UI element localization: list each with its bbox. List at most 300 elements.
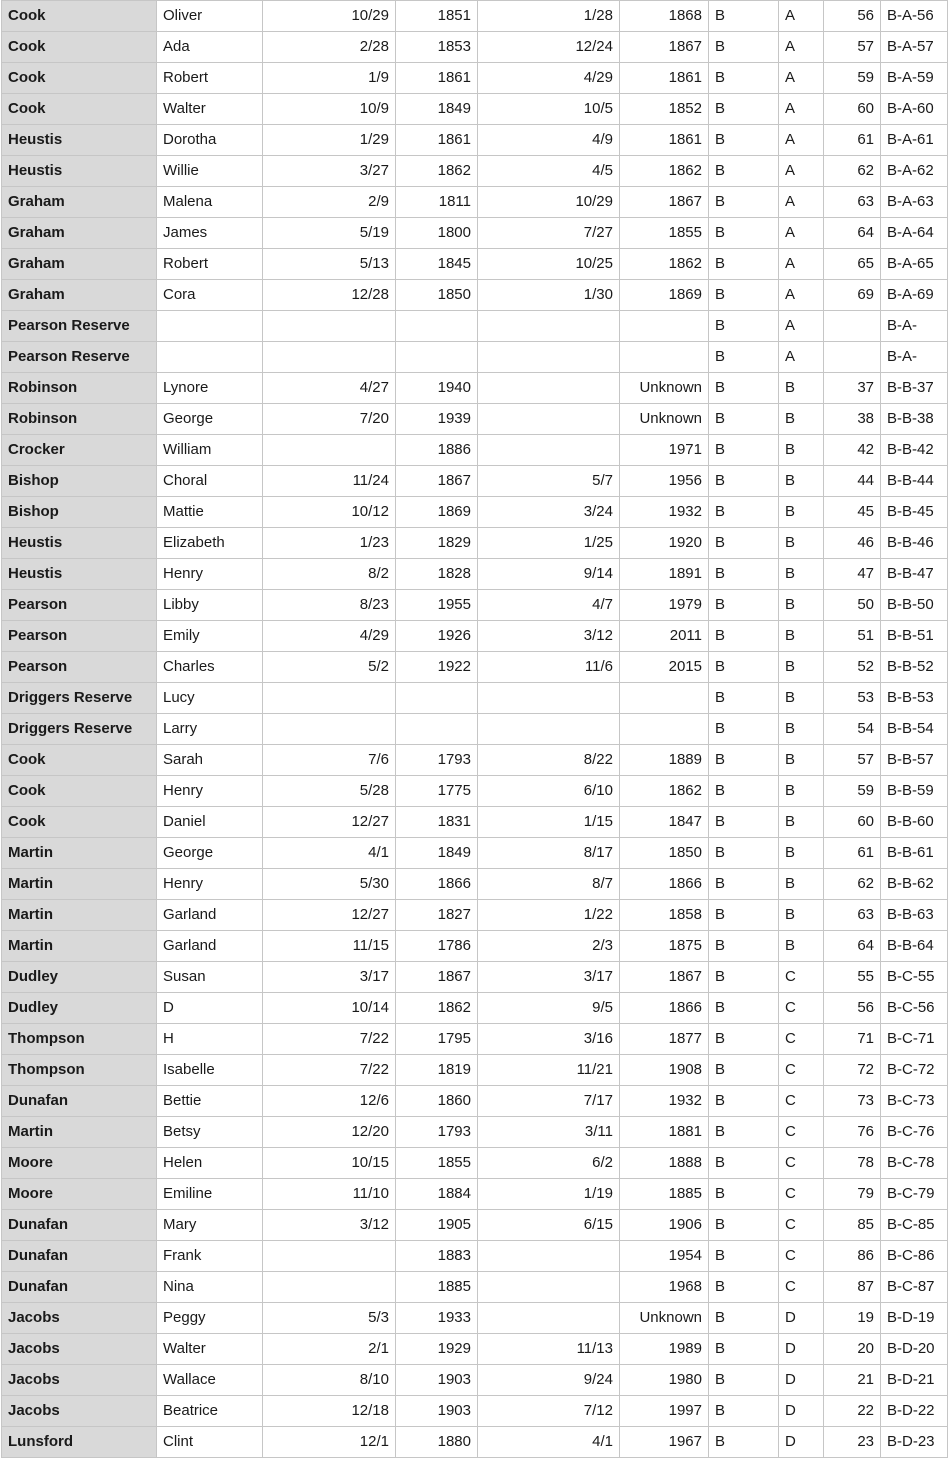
death-year-cell[interactable]: 1881 — [620, 1117, 709, 1148]
first-name-cell[interactable]: D — [157, 993, 263, 1024]
section-cell[interactable]: B — [709, 528, 779, 559]
last-name-cell[interactable]: Martin — [2, 869, 157, 900]
birth-date-cell[interactable]: 4/27 — [263, 373, 396, 404]
first-name-cell[interactable]: Walter — [157, 94, 263, 125]
death-date-cell[interactable]: 4/1 — [478, 1427, 620, 1458]
birth-date-cell[interactable]: 4/1 — [263, 838, 396, 869]
plot-code-cell[interactable]: B-A-62 — [881, 156, 948, 187]
section-cell[interactable]: B — [709, 621, 779, 652]
birth-year-cell[interactable]: 1861 — [396, 63, 478, 94]
first-name-cell[interactable]: Sarah — [157, 745, 263, 776]
death-year-cell[interactable]: 1866 — [620, 993, 709, 1024]
row-cell[interactable]: C — [779, 993, 824, 1024]
last-name-cell[interactable]: Dunafan — [2, 1272, 157, 1303]
section-cell[interactable]: B — [709, 1210, 779, 1241]
row-cell[interactable]: A — [779, 187, 824, 218]
death-date-cell[interactable]: 7/17 — [478, 1086, 620, 1117]
section-cell[interactable]: B — [709, 342, 779, 373]
last-name-cell[interactable]: Martin — [2, 838, 157, 869]
first-name-cell[interactable]: Peggy — [157, 1303, 263, 1334]
birth-date-cell[interactable] — [263, 435, 396, 466]
section-cell[interactable]: B — [709, 993, 779, 1024]
plot-cell[interactable]: 44 — [824, 466, 881, 497]
death-year-cell[interactable] — [620, 311, 709, 342]
birth-date-cell[interactable]: 12/1 — [263, 1427, 396, 1458]
death-date-cell[interactable] — [478, 1241, 620, 1272]
birth-date-cell[interactable]: 2/1 — [263, 1334, 396, 1365]
plot-code-cell[interactable]: B-D-20 — [881, 1334, 948, 1365]
birth-date-cell[interactable]: 8/10 — [263, 1365, 396, 1396]
birth-year-cell[interactable]: 1855 — [396, 1148, 478, 1179]
first-name-cell[interactable]: Henry — [157, 776, 263, 807]
row-cell[interactable]: B — [779, 745, 824, 776]
row-cell[interactable]: A — [779, 218, 824, 249]
death-year-cell[interactable]: 1906 — [620, 1210, 709, 1241]
plot-code-cell[interactable]: B-C-73 — [881, 1086, 948, 1117]
birth-date-cell[interactable]: 12/20 — [263, 1117, 396, 1148]
plot-code-cell[interactable]: B-D-23 — [881, 1427, 948, 1458]
row-cell[interactable]: B — [779, 559, 824, 590]
first-name-cell[interactable]: Bettie — [157, 1086, 263, 1117]
death-date-cell[interactable]: 12/24 — [478, 32, 620, 63]
last-name-cell[interactable]: Bishop — [2, 497, 157, 528]
birth-year-cell[interactable]: 1827 — [396, 900, 478, 931]
death-year-cell[interactable]: 1869 — [620, 280, 709, 311]
row-cell[interactable]: D — [779, 1427, 824, 1458]
row-cell[interactable]: B — [779, 435, 824, 466]
birth-date-cell[interactable]: 11/24 — [263, 466, 396, 497]
plot-code-cell[interactable]: B-A-56 — [881, 1, 948, 32]
last-name-cell[interactable]: Dudley — [2, 993, 157, 1024]
plot-code-cell[interactable]: B-C-55 — [881, 962, 948, 993]
birth-date-cell[interactable]: 7/20 — [263, 404, 396, 435]
last-name-cell[interactable]: Graham — [2, 218, 157, 249]
section-cell[interactable]: B — [709, 435, 779, 466]
section-cell[interactable]: B — [709, 1241, 779, 1272]
birth-year-cell[interactable]: 1883 — [396, 1241, 478, 1272]
row-cell[interactable]: A — [779, 32, 824, 63]
last-name-cell[interactable]: Martin — [2, 931, 157, 962]
plot-cell[interactable]: 45 — [824, 497, 881, 528]
plot-cell[interactable]: 54 — [824, 714, 881, 745]
birth-date-cell[interactable] — [263, 1272, 396, 1303]
death-year-cell[interactable]: 1877 — [620, 1024, 709, 1055]
birth-year-cell[interactable]: 1926 — [396, 621, 478, 652]
death-date-cell[interactable]: 4/5 — [478, 156, 620, 187]
death-date-cell[interactable]: 11/6 — [478, 652, 620, 683]
death-year-cell[interactable]: 1862 — [620, 249, 709, 280]
death-date-cell[interactable] — [478, 683, 620, 714]
last-name-cell[interactable]: Graham — [2, 280, 157, 311]
row-cell[interactable]: B — [779, 404, 824, 435]
death-year-cell[interactable]: 1979 — [620, 590, 709, 621]
plot-cell[interactable]: 56 — [824, 1, 881, 32]
last-name-cell[interactable]: Graham — [2, 249, 157, 280]
plot-cell[interactable]: 63 — [824, 187, 881, 218]
last-name-cell[interactable]: Pearson Reserve — [2, 342, 157, 373]
first-name-cell[interactable]: George — [157, 838, 263, 869]
section-cell[interactable]: B — [709, 652, 779, 683]
plot-code-cell[interactable]: B-B-44 — [881, 466, 948, 497]
death-date-cell[interactable]: 11/21 — [478, 1055, 620, 1086]
plot-code-cell[interactable]: B-B-51 — [881, 621, 948, 652]
death-date-cell[interactable]: 1/22 — [478, 900, 620, 931]
last-name-cell[interactable]: Jacobs — [2, 1303, 157, 1334]
first-name-cell[interactable]: Beatrice — [157, 1396, 263, 1427]
section-cell[interactable]: B — [709, 1303, 779, 1334]
death-year-cell[interactable]: 1850 — [620, 838, 709, 869]
section-cell[interactable]: B — [709, 280, 779, 311]
death-date-cell[interactable]: 8/22 — [478, 745, 620, 776]
plot-cell[interactable]: 65 — [824, 249, 881, 280]
birth-date-cell[interactable]: 12/28 — [263, 280, 396, 311]
last-name-cell[interactable]: Jacobs — [2, 1396, 157, 1427]
first-name-cell[interactable]: Clint — [157, 1427, 263, 1458]
first-name-cell[interactable]: George — [157, 404, 263, 435]
section-cell[interactable]: B — [709, 1179, 779, 1210]
section-cell[interactable]: B — [709, 466, 779, 497]
plot-cell[interactable]: 60 — [824, 807, 881, 838]
plot-code-cell[interactable]: B-A-65 — [881, 249, 948, 280]
last-name-cell[interactable]: Cook — [2, 1, 157, 32]
row-cell[interactable]: B — [779, 900, 824, 931]
birth-date-cell[interactable]: 10/9 — [263, 94, 396, 125]
birth-date-cell[interactable]: 3/12 — [263, 1210, 396, 1241]
last-name-cell[interactable]: Heustis — [2, 156, 157, 187]
death-year-cell[interactable]: 1932 — [620, 1086, 709, 1117]
death-year-cell[interactable]: 1847 — [620, 807, 709, 838]
plot-code-cell[interactable]: B-B-38 — [881, 404, 948, 435]
death-date-cell[interactable]: 3/12 — [478, 621, 620, 652]
death-year-cell[interactable]: 1954 — [620, 1241, 709, 1272]
birth-year-cell[interactable]: 1828 — [396, 559, 478, 590]
birth-year-cell[interactable]: 1880 — [396, 1427, 478, 1458]
death-date-cell[interactable]: 4/29 — [478, 63, 620, 94]
plot-cell[interactable]: 57 — [824, 32, 881, 63]
birth-date-cell[interactable]: 5/13 — [263, 249, 396, 280]
section-cell[interactable]: B — [709, 745, 779, 776]
plot-cell[interactable]: 51 — [824, 621, 881, 652]
death-date-cell[interactable]: 8/17 — [478, 838, 620, 869]
plot-cell[interactable] — [824, 311, 881, 342]
first-name-cell[interactable]: Helen — [157, 1148, 263, 1179]
section-cell[interactable]: B — [709, 838, 779, 869]
plot-code-cell[interactable]: B-B-62 — [881, 869, 948, 900]
section-cell[interactable]: B — [709, 156, 779, 187]
birth-date-cell[interactable]: 10/14 — [263, 993, 396, 1024]
plot-code-cell[interactable]: B-D-19 — [881, 1303, 948, 1334]
plot-cell[interactable]: 55 — [824, 962, 881, 993]
first-name-cell[interactable]: Lucy — [157, 683, 263, 714]
first-name-cell[interactable]: Willie — [157, 156, 263, 187]
plot-cell[interactable]: 71 — [824, 1024, 881, 1055]
first-name-cell[interactable]: Wallace — [157, 1365, 263, 1396]
last-name-cell[interactable]: Moore — [2, 1148, 157, 1179]
plot-cell[interactable]: 57 — [824, 745, 881, 776]
plot-code-cell[interactable]: B-A-61 — [881, 125, 948, 156]
first-name-cell[interactable]: Daniel — [157, 807, 263, 838]
plot-cell[interactable]: 87 — [824, 1272, 881, 1303]
birth-year-cell[interactable]: 1940 — [396, 373, 478, 404]
first-name-cell[interactable]: Robert — [157, 249, 263, 280]
death-date-cell[interactable]: 3/17 — [478, 962, 620, 993]
row-cell[interactable]: B — [779, 528, 824, 559]
plot-cell[interactable]: 72 — [824, 1055, 881, 1086]
first-name-cell[interactable]: Elizabeth — [157, 528, 263, 559]
last-name-cell[interactable]: Cook — [2, 807, 157, 838]
first-name-cell[interactable]: James — [157, 218, 263, 249]
first-name-cell[interactable]: Frank — [157, 1241, 263, 1272]
death-year-cell[interactable]: 1858 — [620, 900, 709, 931]
birth-year-cell[interactable]: 1849 — [396, 838, 478, 869]
death-date-cell[interactable]: 10/25 — [478, 249, 620, 280]
death-year-cell[interactable]: 1866 — [620, 869, 709, 900]
death-year-cell[interactable] — [620, 683, 709, 714]
plot-code-cell[interactable]: B-A-63 — [881, 187, 948, 218]
plot-cell[interactable]: 61 — [824, 125, 881, 156]
section-cell[interactable]: B — [709, 1272, 779, 1303]
first-name-cell[interactable]: Cora — [157, 280, 263, 311]
death-year-cell[interactable]: Unknown — [620, 1303, 709, 1334]
birth-year-cell[interactable]: 1867 — [396, 466, 478, 497]
section-cell[interactable]: B — [709, 931, 779, 962]
death-year-cell[interactable]: 1967 — [620, 1427, 709, 1458]
plot-code-cell[interactable]: B-B-57 — [881, 745, 948, 776]
first-name-cell[interactable]: William — [157, 435, 263, 466]
death-date-cell[interactable]: 1/28 — [478, 1, 620, 32]
death-year-cell[interactable]: 1920 — [620, 528, 709, 559]
plot-cell[interactable]: 23 — [824, 1427, 881, 1458]
birth-date-cell[interactable]: 5/2 — [263, 652, 396, 683]
death-date-cell[interactable] — [478, 404, 620, 435]
row-cell[interactable]: B — [779, 683, 824, 714]
death-date-cell[interactable] — [478, 435, 620, 466]
plot-code-cell[interactable]: B-C-72 — [881, 1055, 948, 1086]
row-cell[interactable]: B — [779, 590, 824, 621]
death-date-cell[interactable]: 4/7 — [478, 590, 620, 621]
death-date-cell[interactable] — [478, 373, 620, 404]
death-date-cell[interactable]: 10/29 — [478, 187, 620, 218]
section-cell[interactable]: B — [709, 962, 779, 993]
last-name-cell[interactable]: Dudley — [2, 962, 157, 993]
row-cell[interactable]: A — [779, 1, 824, 32]
first-name-cell[interactable]: Henry — [157, 869, 263, 900]
section-cell[interactable]: B — [709, 497, 779, 528]
row-cell[interactable]: B — [779, 931, 824, 962]
plot-code-cell[interactable]: B-A-60 — [881, 94, 948, 125]
birth-date-cell[interactable] — [263, 683, 396, 714]
section-cell[interactable]: B — [709, 1396, 779, 1427]
death-date-cell[interactable]: 3/11 — [478, 1117, 620, 1148]
death-year-cell[interactable]: Unknown — [620, 404, 709, 435]
birth-year-cell[interactable]: 1866 — [396, 869, 478, 900]
last-name-cell[interactable]: Jacobs — [2, 1365, 157, 1396]
birth-date-cell[interactable] — [263, 714, 396, 745]
section-cell[interactable]: B — [709, 776, 779, 807]
birth-date-cell[interactable] — [263, 1241, 396, 1272]
death-year-cell[interactable]: 1968 — [620, 1272, 709, 1303]
birth-date-cell[interactable]: 10/29 — [263, 1, 396, 32]
last-name-cell[interactable]: Pearson — [2, 621, 157, 652]
plot-code-cell[interactable]: B-C-87 — [881, 1272, 948, 1303]
last-name-cell[interactable]: Driggers Reserve — [2, 714, 157, 745]
death-year-cell[interactable]: 1867 — [620, 962, 709, 993]
row-cell[interactable]: C — [779, 962, 824, 993]
section-cell[interactable]: B — [709, 559, 779, 590]
death-date-cell[interactable]: 2/3 — [478, 931, 620, 962]
section-cell[interactable]: B — [709, 63, 779, 94]
plot-cell[interactable]: 38 — [824, 404, 881, 435]
last-name-cell[interactable]: Heustis — [2, 528, 157, 559]
birth-date-cell[interactable]: 3/27 — [263, 156, 396, 187]
plot-cell[interactable]: 47 — [824, 559, 881, 590]
first-name-cell[interactable]: Susan — [157, 962, 263, 993]
plot-code-cell[interactable]: B-B-54 — [881, 714, 948, 745]
row-cell[interactable]: D — [779, 1396, 824, 1427]
birth-year-cell[interactable]: 1861 — [396, 125, 478, 156]
death-year-cell[interactable]: 1862 — [620, 776, 709, 807]
plot-cell[interactable]: 64 — [824, 931, 881, 962]
plot-cell[interactable]: 86 — [824, 1241, 881, 1272]
death-date-cell[interactable]: 6/2 — [478, 1148, 620, 1179]
birth-year-cell[interactable] — [396, 311, 478, 342]
plot-cell[interactable]: 20 — [824, 1334, 881, 1365]
plot-code-cell[interactable]: B-C-78 — [881, 1148, 948, 1179]
first-name-cell[interactable]: Mattie — [157, 497, 263, 528]
death-year-cell[interactable]: 1908 — [620, 1055, 709, 1086]
section-cell[interactable]: B — [709, 1427, 779, 1458]
first-name-cell[interactable]: Larry — [157, 714, 263, 745]
last-name-cell[interactable]: Jacobs — [2, 1334, 157, 1365]
birth-date-cell[interactable]: 3/17 — [263, 962, 396, 993]
birth-year-cell[interactable]: 1786 — [396, 931, 478, 962]
row-cell[interactable]: A — [779, 342, 824, 373]
death-date-cell[interactable] — [478, 714, 620, 745]
row-cell[interactable]: C — [779, 1024, 824, 1055]
birth-date-cell[interactable] — [263, 342, 396, 373]
death-year-cell[interactable]: 1868 — [620, 1, 709, 32]
plot-cell[interactable]: 50 — [824, 590, 881, 621]
section-cell[interactable]: B — [709, 373, 779, 404]
birth-date-cell[interactable]: 12/6 — [263, 1086, 396, 1117]
birth-year-cell[interactable]: 1795 — [396, 1024, 478, 1055]
plot-code-cell[interactable]: B-B-50 — [881, 590, 948, 621]
plot-code-cell[interactable]: B-C-85 — [881, 1210, 948, 1241]
row-cell[interactable]: C — [779, 1272, 824, 1303]
last-name-cell[interactable]: Crocker — [2, 435, 157, 466]
death-year-cell[interactable]: 1989 — [620, 1334, 709, 1365]
row-cell[interactable]: C — [779, 1117, 824, 1148]
birth-date-cell[interactable]: 1/29 — [263, 125, 396, 156]
plot-code-cell[interactable]: B-C-86 — [881, 1241, 948, 1272]
section-cell[interactable]: B — [709, 94, 779, 125]
section-cell[interactable]: B — [709, 1086, 779, 1117]
last-name-cell[interactable]: Dunafan — [2, 1241, 157, 1272]
first-name-cell[interactable]: Oliver — [157, 1, 263, 32]
first-name-cell[interactable]: Choral — [157, 466, 263, 497]
plot-code-cell[interactable]: B-A- — [881, 342, 948, 373]
death-date-cell[interactable]: 6/15 — [478, 1210, 620, 1241]
birth-date-cell[interactable]: 1/9 — [263, 63, 396, 94]
last-name-cell[interactable]: Heustis — [2, 125, 157, 156]
birth-date-cell[interactable]: 10/15 — [263, 1148, 396, 1179]
plot-code-cell[interactable]: B-B-52 — [881, 652, 948, 683]
birth-date-cell[interactable]: 11/15 — [263, 931, 396, 962]
birth-year-cell[interactable]: 1831 — [396, 807, 478, 838]
section-cell[interactable]: B — [709, 869, 779, 900]
death-year-cell[interactable]: 1889 — [620, 745, 709, 776]
last-name-cell[interactable]: Robinson — [2, 373, 157, 404]
birth-year-cell[interactable]: 1862 — [396, 993, 478, 1024]
row-cell[interactable]: A — [779, 156, 824, 187]
plot-cell[interactable]: 59 — [824, 776, 881, 807]
birth-date-cell[interactable]: 10/12 — [263, 497, 396, 528]
death-date-cell[interactable]: 7/27 — [478, 218, 620, 249]
row-cell[interactable]: B — [779, 807, 824, 838]
plot-cell[interactable]: 78 — [824, 1148, 881, 1179]
death-date-cell[interactable]: 1/19 — [478, 1179, 620, 1210]
death-year-cell[interactable]: Unknown — [620, 373, 709, 404]
first-name-cell[interactable]: Libby — [157, 590, 263, 621]
plot-code-cell[interactable]: B-A- — [881, 311, 948, 342]
death-year-cell[interactable]: 1861 — [620, 125, 709, 156]
plot-cell[interactable]: 62 — [824, 869, 881, 900]
first-name-cell[interactable]: Garland — [157, 931, 263, 962]
section-cell[interactable]: B — [709, 714, 779, 745]
row-cell[interactable]: B — [779, 466, 824, 497]
section-cell[interactable]: B — [709, 249, 779, 280]
birth-year-cell[interactable]: 1800 — [396, 218, 478, 249]
section-cell[interactable]: B — [709, 1055, 779, 1086]
birth-year-cell[interactable]: 1793 — [396, 1117, 478, 1148]
row-cell[interactable]: A — [779, 249, 824, 280]
death-date-cell[interactable]: 1/15 — [478, 807, 620, 838]
plot-cell[interactable]: 63 — [824, 900, 881, 931]
death-date-cell[interactable]: 3/16 — [478, 1024, 620, 1055]
plot-cell[interactable]: 73 — [824, 1086, 881, 1117]
section-cell[interactable]: B — [709, 900, 779, 931]
first-name-cell[interactable]: Henry — [157, 559, 263, 590]
birth-date-cell[interactable]: 12/27 — [263, 807, 396, 838]
plot-cell[interactable]: 85 — [824, 1210, 881, 1241]
last-name-cell[interactable]: Dunafan — [2, 1210, 157, 1241]
death-date-cell[interactable]: 4/9 — [478, 125, 620, 156]
last-name-cell[interactable]: Cook — [2, 776, 157, 807]
birth-year-cell[interactable]: 1862 — [396, 156, 478, 187]
first-name-cell[interactable]: Emily — [157, 621, 263, 652]
death-date-cell[interactable] — [478, 311, 620, 342]
birth-year-cell[interactable]: 1903 — [396, 1365, 478, 1396]
plot-code-cell[interactable]: B-C-71 — [881, 1024, 948, 1055]
birth-year-cell[interactable]: 1860 — [396, 1086, 478, 1117]
first-name-cell[interactable]: Lynore — [157, 373, 263, 404]
plot-code-cell[interactable]: B-B-47 — [881, 559, 948, 590]
plot-code-cell[interactable]: B-C-76 — [881, 1117, 948, 1148]
last-name-cell[interactable]: Graham — [2, 187, 157, 218]
death-year-cell[interactable]: 1888 — [620, 1148, 709, 1179]
last-name-cell[interactable]: Pearson Reserve — [2, 311, 157, 342]
row-cell[interactable]: A — [779, 63, 824, 94]
birth-year-cell[interactable]: 1869 — [396, 497, 478, 528]
first-name-cell[interactable]: H — [157, 1024, 263, 1055]
death-date-cell[interactable] — [478, 1303, 620, 1334]
row-cell[interactable]: B — [779, 776, 824, 807]
row-cell[interactable]: A — [779, 94, 824, 125]
first-name-cell[interactable]: Nina — [157, 1272, 263, 1303]
birth-year-cell[interactable]: 1811 — [396, 187, 478, 218]
row-cell[interactable]: C — [779, 1055, 824, 1086]
plot-cell[interactable]: 76 — [824, 1117, 881, 1148]
